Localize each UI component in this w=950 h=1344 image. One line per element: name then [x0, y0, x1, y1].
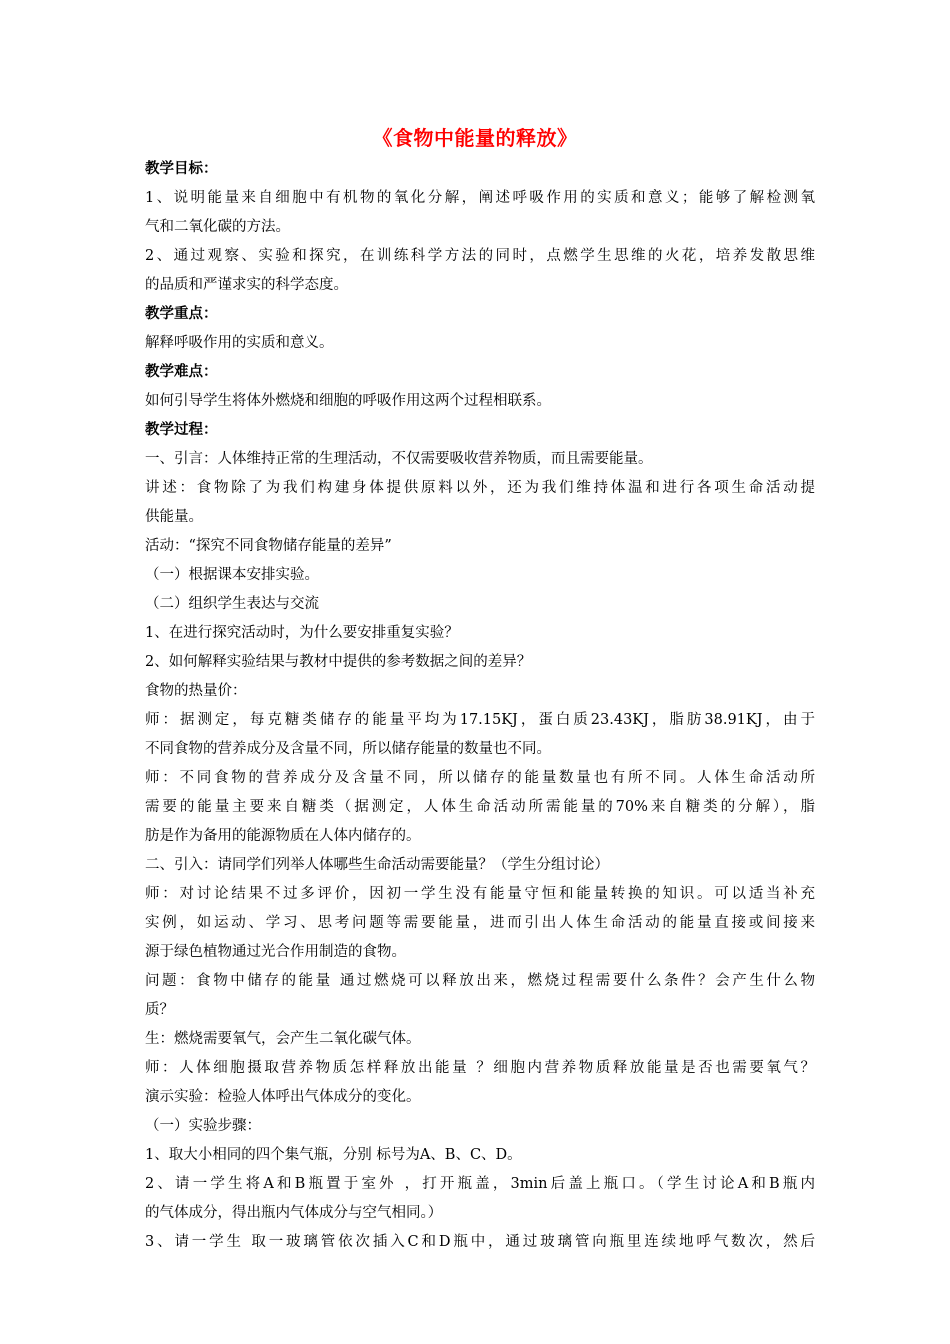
text-line: 师：不同食物的营养成分及含量不同，所以储存的能量数量也有所不同。人体生命活动所: [145, 770, 815, 786]
text-line: 不同食物的营养成分及含量不同，所以储存能量的数量也不同。: [145, 741, 551, 757]
text-line: （一）实验步骤：: [145, 1118, 261, 1134]
text-line: 师：人体细胞摄取营养物质怎样释放出能量 ？细胞内营养物质释放能量是否也需要氧气？: [145, 1060, 815, 1076]
section-heading: 教学难点：: [145, 364, 218, 380]
section-heading: 教学目标：: [145, 161, 218, 177]
text-line: 源于绿色植物通过光合作用制造的食物。: [145, 944, 406, 960]
text-line: 解释呼吸作用的实质和意义。: [145, 335, 334, 351]
text-line: 演示实验：检验人体呼出气体成分的变化。: [145, 1089, 421, 1105]
section-heading: 教学过程：: [145, 422, 218, 438]
text-line: （一）根据课本安排实验。: [145, 567, 319, 583]
text-line: 的气体成分，得出瓶内气体成分与空气相同。）: [145, 1205, 443, 1221]
text-line: 2、请一学生将A和B瓶置于室外 ，打开瓶盖，3min后盖上瓶口。（学生讨论A和B瓶内: [145, 1176, 815, 1192]
text-line: 1、在进行探究活动时，为什么要安排重复实验？: [145, 625, 459, 641]
text-line: 讲述：食物除了为我们构建身体提供原料以外，还为我们维持体温和进行各项生命活动提: [145, 480, 815, 496]
text-line: 1、取大小相同的四个集气瓶，分别 标号为A、B、C、D。: [145, 1147, 522, 1163]
text-line: 一、引言：人体维持正常的生理活动，不仅需要吸收营养物质，而且需要能量。: [145, 451, 653, 467]
text-line: 如何引导学生将体外燃烧和细胞的呼吸作用这两个过程相联系。: [145, 393, 551, 409]
section-heading: 教学重点：: [145, 306, 218, 322]
text-line: 需要的能量主要来自糖类（据测定，人体生命活动所需能量的70%来自糖类的分解），脂: [145, 799, 815, 815]
text-line: （二）组织学生表达与交流: [145, 596, 319, 612]
text-line: 1、说明能量来自细胞中有机物的氧化分解，阐述呼吸作用的实质和意义；能够了解检测氧: [145, 190, 815, 206]
document-title: 《食物中能量的释放》: [372, 126, 578, 150]
document-body: [145, 155, 815, 1257]
text-line: 的品质和严谨求实的科学态度。: [145, 277, 348, 293]
text-line: 二、引入：请同学们列举人体哪些生命活动需要能量？（学生分组讨论）: [145, 857, 609, 873]
text-line: 2、如何解释实验结果与教材中提供的参考数据之间的差异？: [145, 654, 532, 670]
text-line: 活动：“探究不同食物储存能量的差异”: [145, 538, 392, 554]
text-line: 生：燃烧需要氧气，会产生二氧化碳气体。: [145, 1031, 421, 1047]
text-line: 2、通过观察、实验和探究，在训练科学方法的同时，点燃学生思维的火花，培养发散思维: [145, 248, 815, 264]
text-line: 师：据测定，每克糖类储存的能量平均为17.15KJ，蛋白质23.43KJ，脂肪38.91KJ，由于: [145, 712, 815, 728]
text-line: 肪是作为备用的能源物质在人体内储存的。: [145, 828, 421, 844]
text-line: 师：对讨论结果不过多评价，因初一学生没有能量守恒和能量转换的知识。可以适当补充: [145, 886, 815, 902]
text-line: 3、请一学生 取一玻璃管依次插入C和D瓶中，通过玻璃管向瓶里连续地呼气数次，然后: [145, 1234, 815, 1250]
text-line: 食物的热量价：: [145, 683, 247, 699]
text-line: 气和二氧化碳的方法。: [145, 219, 290, 235]
text-line: 供能量。: [145, 509, 203, 525]
text-line: 质？: [145, 1002, 174, 1018]
text-line: 实例，如运动、学习、思考问题等需要能量，进而引出人体生命活动的能量直接或间接来: [145, 915, 815, 931]
text-line: 问题：食物中储存的能量 通过燃烧可以释放出来，燃烧过程需要什么条件？会产生什么物: [145, 973, 815, 989]
